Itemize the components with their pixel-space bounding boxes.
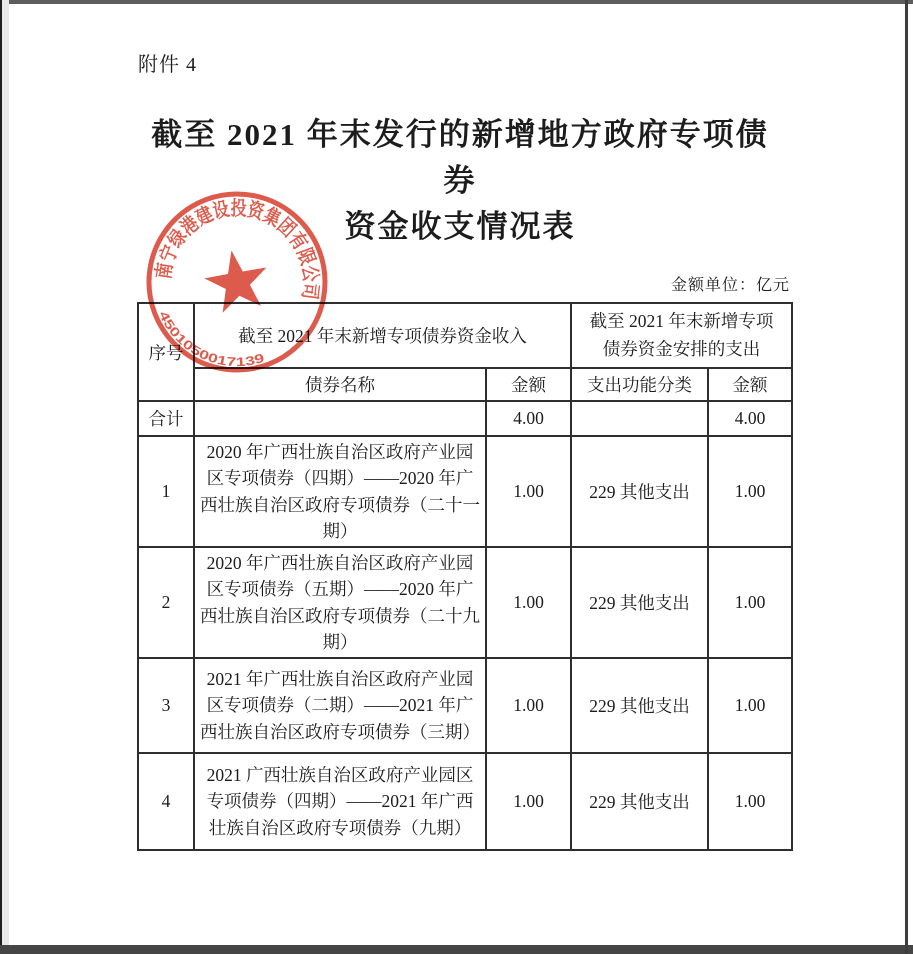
page-title-line3: 资金收支情况表 (344, 209, 576, 244)
total-expense-class (571, 401, 708, 436)
page-title-line2: 券 (443, 163, 477, 198)
cell-seq: 3 (138, 658, 194, 753)
col-header-income-amount: 金额 (486, 368, 571, 401)
expense-group-line1: 截至 2021 年末新增专项 (589, 311, 774, 332)
cell-bond-name: 2020 年广西壮族自治区政府产业园区专项债券（五期）——2020 年广西壮族自治区政府专项债券（二十九期） (194, 547, 486, 658)
col-header-expense-class: 支出功能分类 (571, 368, 708, 401)
col-header-expense-group (571, 303, 792, 368)
cell-bond-name: 2020 年广西壮族自治区政府产业园区专项债券（四期）——2020 年广西壮族自治区政府专项债券（二十一期） (194, 436, 486, 547)
page-title (6, 112, 913, 250)
col-header-income-group: 截至 2021 年末新增专项债券资金收入 (194, 303, 571, 368)
bond-table (137, 302, 793, 851)
cell-expense-class: 229 其他支出 (571, 436, 708, 547)
cell-seq: 1 (138, 436, 194, 547)
cell-income: 1.00 (486, 658, 571, 753)
total-income: 4.00 (486, 401, 571, 436)
seal-registration-number: 4501050017139 (156, 308, 264, 370)
table-row (138, 547, 792, 658)
cell-expense-class: 229 其他支出 (571, 753, 708, 850)
cell-income: 1.00 (486, 436, 571, 547)
cell-income: 1.00 (486, 753, 571, 850)
cell-expense: 1.00 (708, 753, 792, 850)
cell-expense: 1.00 (708, 436, 792, 547)
scan-edge-top (0, 0, 913, 4)
cell-seq: 4 (138, 753, 194, 850)
bond-rows (138, 436, 792, 850)
cell-bond-name: 2021 广西壮族自治区政府产业园区专项债券（四期）——2021 年广西壮族自治区政府专项债券（九期） (194, 753, 486, 850)
cell-income: 1.00 (486, 547, 571, 658)
expense-group-line2: 债券资金安排的支出 (602, 338, 761, 359)
seal-company-name: 南宁绿港建设投资集团有限公司 (152, 197, 322, 305)
col-header-bond-name: 债券名称 (194, 368, 486, 401)
table-row (138, 436, 792, 547)
total-row (138, 401, 792, 436)
total-expense: 4.00 (708, 401, 792, 436)
header-row-groups (138, 303, 792, 368)
total-bond-name (194, 401, 486, 436)
cell-bond-name: 2021 年广西壮族自治区政府产业园区专项债券（二期）——2021 年广西壮族自治区政府专项债券（三期） (194, 658, 486, 753)
table-row (138, 658, 792, 753)
cell-expense: 1.00 (708, 547, 792, 658)
table-row (138, 753, 792, 850)
cell-seq: 2 (138, 547, 194, 658)
header-row-columns (138, 368, 792, 401)
col-header-seq: 序号 (138, 303, 194, 401)
bond-table-wrapper (137, 302, 793, 851)
page-title-line1: 截至 2021 年末发行的新增地方政府专项债 (151, 117, 769, 152)
cell-expense: 1.00 (708, 658, 792, 753)
cell-expense-class: 229 其他支出 (571, 547, 708, 658)
cell-expense-class: 229 其他支出 (571, 658, 708, 753)
amount-unit-note: 金额单位：亿元 (670, 277, 790, 294)
scan-edge-bottom (0, 945, 913, 954)
total-label: 合计 (138, 401, 194, 436)
col-header-expense-amount: 金额 (708, 368, 792, 401)
attachment-label: 附件 4 (138, 54, 197, 76)
